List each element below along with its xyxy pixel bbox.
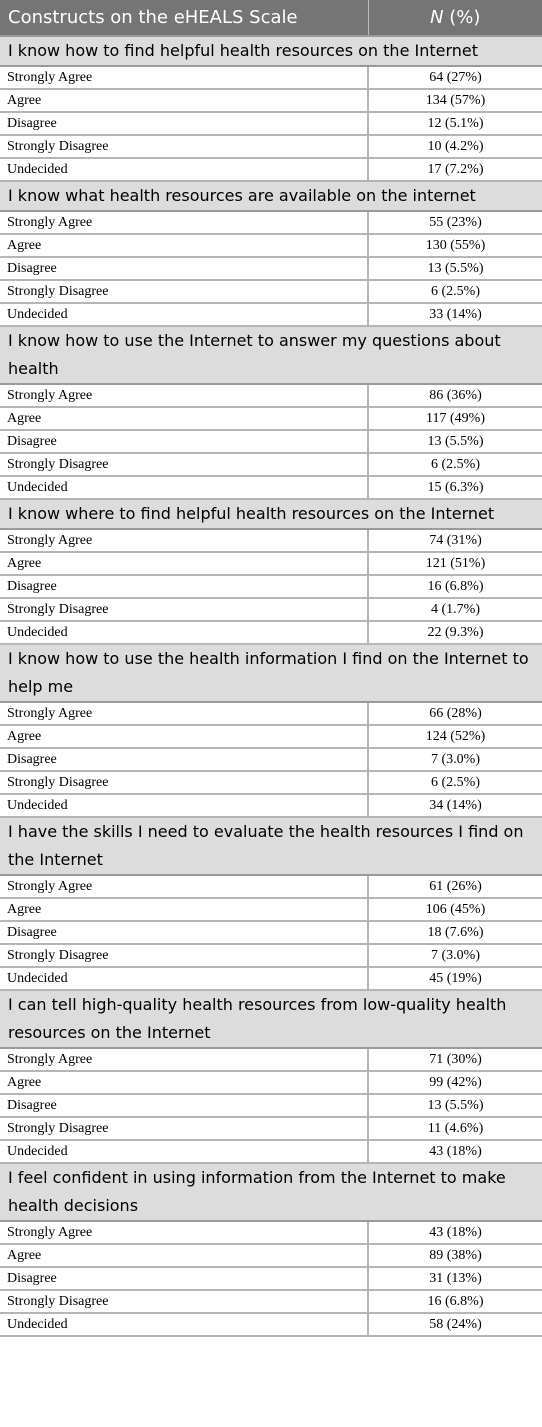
table-row (0, 384, 542, 407)
construct-title: I feel confident in using information from the Internet to make health decisions (0, 1163, 542, 1221)
n-percent-column-header (368, 0, 542, 36)
response-label: Strongly Agree (0, 529, 368, 552)
section-header-row (0, 1163, 542, 1221)
response-count: 7 (3.0%) (368, 944, 542, 967)
response-label: Agree (0, 898, 368, 921)
response-count: 124 (52%) (368, 725, 542, 748)
table-row (0, 875, 542, 898)
response-count: 13 (5.5%) (368, 1094, 542, 1117)
table-row (0, 529, 542, 552)
response-label: Undecided (0, 1313, 368, 1336)
table-row (0, 280, 542, 303)
response-label: Agree (0, 89, 368, 112)
response-label: Agree (0, 234, 368, 257)
table-row (0, 234, 542, 257)
table-row (0, 476, 542, 499)
table-row (0, 257, 542, 280)
response-label: Disagree (0, 430, 368, 453)
response-label: Agree (0, 1244, 368, 1267)
response-label: Strongly Disagree (0, 280, 368, 303)
response-label: Undecided (0, 476, 368, 499)
table-row (0, 211, 542, 234)
section-header-row (0, 326, 542, 384)
table-row (0, 944, 542, 967)
response-label: Agree (0, 725, 368, 748)
response-label: Disagree (0, 257, 368, 280)
response-label: Disagree (0, 112, 368, 135)
response-label: Undecided (0, 303, 368, 326)
table-header (0, 0, 542, 36)
response-count: 13 (5.5%) (368, 257, 542, 280)
response-label: Strongly Disagree (0, 1117, 368, 1140)
table-row (0, 967, 542, 990)
table-row (0, 598, 542, 621)
response-label: Strongly Disagree (0, 944, 368, 967)
response-count: 130 (55%) (368, 234, 542, 257)
construct-title: I know how to find helpful health resources on the Internet (0, 36, 542, 66)
table-row (0, 725, 542, 748)
table-row (0, 1071, 542, 1094)
response-label: Undecided (0, 621, 368, 644)
response-label: Disagree (0, 575, 368, 598)
response-label: Strongly Agree (0, 702, 368, 725)
table-row (0, 552, 542, 575)
section-header-row (0, 990, 542, 1048)
response-count: 61 (26%) (368, 875, 542, 898)
construct-column-header: Constructs on the eHEALS Scale (0, 0, 368, 36)
construct-title: I know how to use the health information I find on the Internet to help me (0, 644, 542, 702)
table-row (0, 921, 542, 944)
response-label: Undecided (0, 1140, 368, 1163)
response-label: Disagree (0, 1267, 368, 1290)
response-count: 121 (51%) (368, 552, 542, 575)
table-row (0, 303, 542, 326)
response-label: Strongly Agree (0, 1221, 368, 1244)
response-label: Strongly Disagree (0, 598, 368, 621)
response-count: 4 (1.7%) (368, 598, 542, 621)
response-count: 16 (6.8%) (368, 575, 542, 598)
table-row (0, 158, 542, 181)
response-count: 89 (38%) (368, 1244, 542, 1267)
response-count: 64 (27%) (368, 66, 542, 89)
table-row (0, 1313, 542, 1336)
table-row (0, 1094, 542, 1117)
response-label: Undecided (0, 158, 368, 181)
response-count: 43 (18%) (368, 1221, 542, 1244)
response-label: Strongly Agree (0, 384, 368, 407)
table-row (0, 1267, 542, 1290)
response-count: 18 (7.6%) (368, 921, 542, 944)
response-count: 6 (2.5%) (368, 453, 542, 476)
table-row (0, 1290, 542, 1313)
table-row (0, 66, 542, 89)
response-count: 106 (45%) (368, 898, 542, 921)
response-count: 34 (14%) (368, 794, 542, 817)
table-body (0, 36, 542, 1336)
percent-label: (%) (449, 7, 481, 28)
response-count: 16 (6.8%) (368, 1290, 542, 1313)
response-label: Disagree (0, 1094, 368, 1117)
response-count: 11 (4.6%) (368, 1117, 542, 1140)
response-label: Disagree (0, 921, 368, 944)
response-count: 17 (7.2%) (368, 158, 542, 181)
response-count: 134 (57%) (368, 89, 542, 112)
construct-title: I have the skills I need to evaluate the health resources I find on the Internet (0, 817, 542, 875)
table-row (0, 112, 542, 135)
response-count: 55 (23%) (368, 211, 542, 234)
response-label: Agree (0, 1071, 368, 1094)
response-count: 13 (5.5%) (368, 430, 542, 453)
response-label: Strongly Agree (0, 875, 368, 898)
section-header-row (0, 36, 542, 66)
response-label: Strongly Disagree (0, 453, 368, 476)
response-label: Disagree (0, 748, 368, 771)
response-label: Strongly Disagree (0, 135, 368, 158)
response-count: 12 (5.1%) (368, 112, 542, 135)
response-count: 31 (13%) (368, 1267, 542, 1290)
table-row (0, 1048, 542, 1071)
n-label: N (430, 7, 444, 28)
response-count: 99 (42%) (368, 1071, 542, 1094)
section-header-row (0, 499, 542, 529)
table-row (0, 430, 542, 453)
construct-title: I know how to use the Internet to answer my questions about health (0, 326, 542, 384)
response-count: 66 (28%) (368, 702, 542, 725)
response-label: Strongly Agree (0, 66, 368, 89)
construct-title: I know where to find helpful health resources on the Internet (0, 499, 542, 529)
table-row (0, 1140, 542, 1163)
response-label: Strongly Agree (0, 1048, 368, 1071)
table-row (0, 407, 542, 430)
table-row (0, 89, 542, 112)
table-row (0, 771, 542, 794)
table-row (0, 702, 542, 725)
table-row (0, 621, 542, 644)
response-count: 117 (49%) (368, 407, 542, 430)
response-count: 15 (6.3%) (368, 476, 542, 499)
table-row (0, 1117, 542, 1140)
response-count: 6 (2.5%) (368, 771, 542, 794)
table-row (0, 794, 542, 817)
response-label: Agree (0, 552, 368, 575)
response-count: 45 (19%) (368, 967, 542, 990)
response-count: 22 (9.3%) (368, 621, 542, 644)
response-count: 10 (4.2%) (368, 135, 542, 158)
response-count: 6 (2.5%) (368, 280, 542, 303)
section-header-row (0, 644, 542, 702)
table-row (0, 1221, 542, 1244)
response-label: Undecided (0, 967, 368, 990)
response-count: 58 (24%) (368, 1313, 542, 1336)
response-label: Strongly Agree (0, 211, 368, 234)
table-row (0, 135, 542, 158)
construct-title: I can tell high-quality health resources from low-quality health resources on the Internet (0, 990, 542, 1048)
response-count: 86 (36%) (368, 384, 542, 407)
table-row (0, 453, 542, 476)
response-label: Strongly Disagree (0, 1290, 368, 1313)
response-label: Strongly Disagree (0, 771, 368, 794)
table-row (0, 898, 542, 921)
table-row (0, 575, 542, 598)
response-count: 7 (3.0%) (368, 748, 542, 771)
table-row (0, 1244, 542, 1267)
section-header-row (0, 817, 542, 875)
response-label: Agree (0, 407, 368, 430)
section-header-row (0, 181, 542, 211)
response-count: 33 (14%) (368, 303, 542, 326)
response-count: 74 (31%) (368, 529, 542, 552)
table-row (0, 748, 542, 771)
response-label: Undecided (0, 794, 368, 817)
response-count: 71 (30%) (368, 1048, 542, 1071)
response-count: 43 (18%) (368, 1140, 542, 1163)
construct-title: I know what health resources are available on the internet (0, 181, 542, 211)
